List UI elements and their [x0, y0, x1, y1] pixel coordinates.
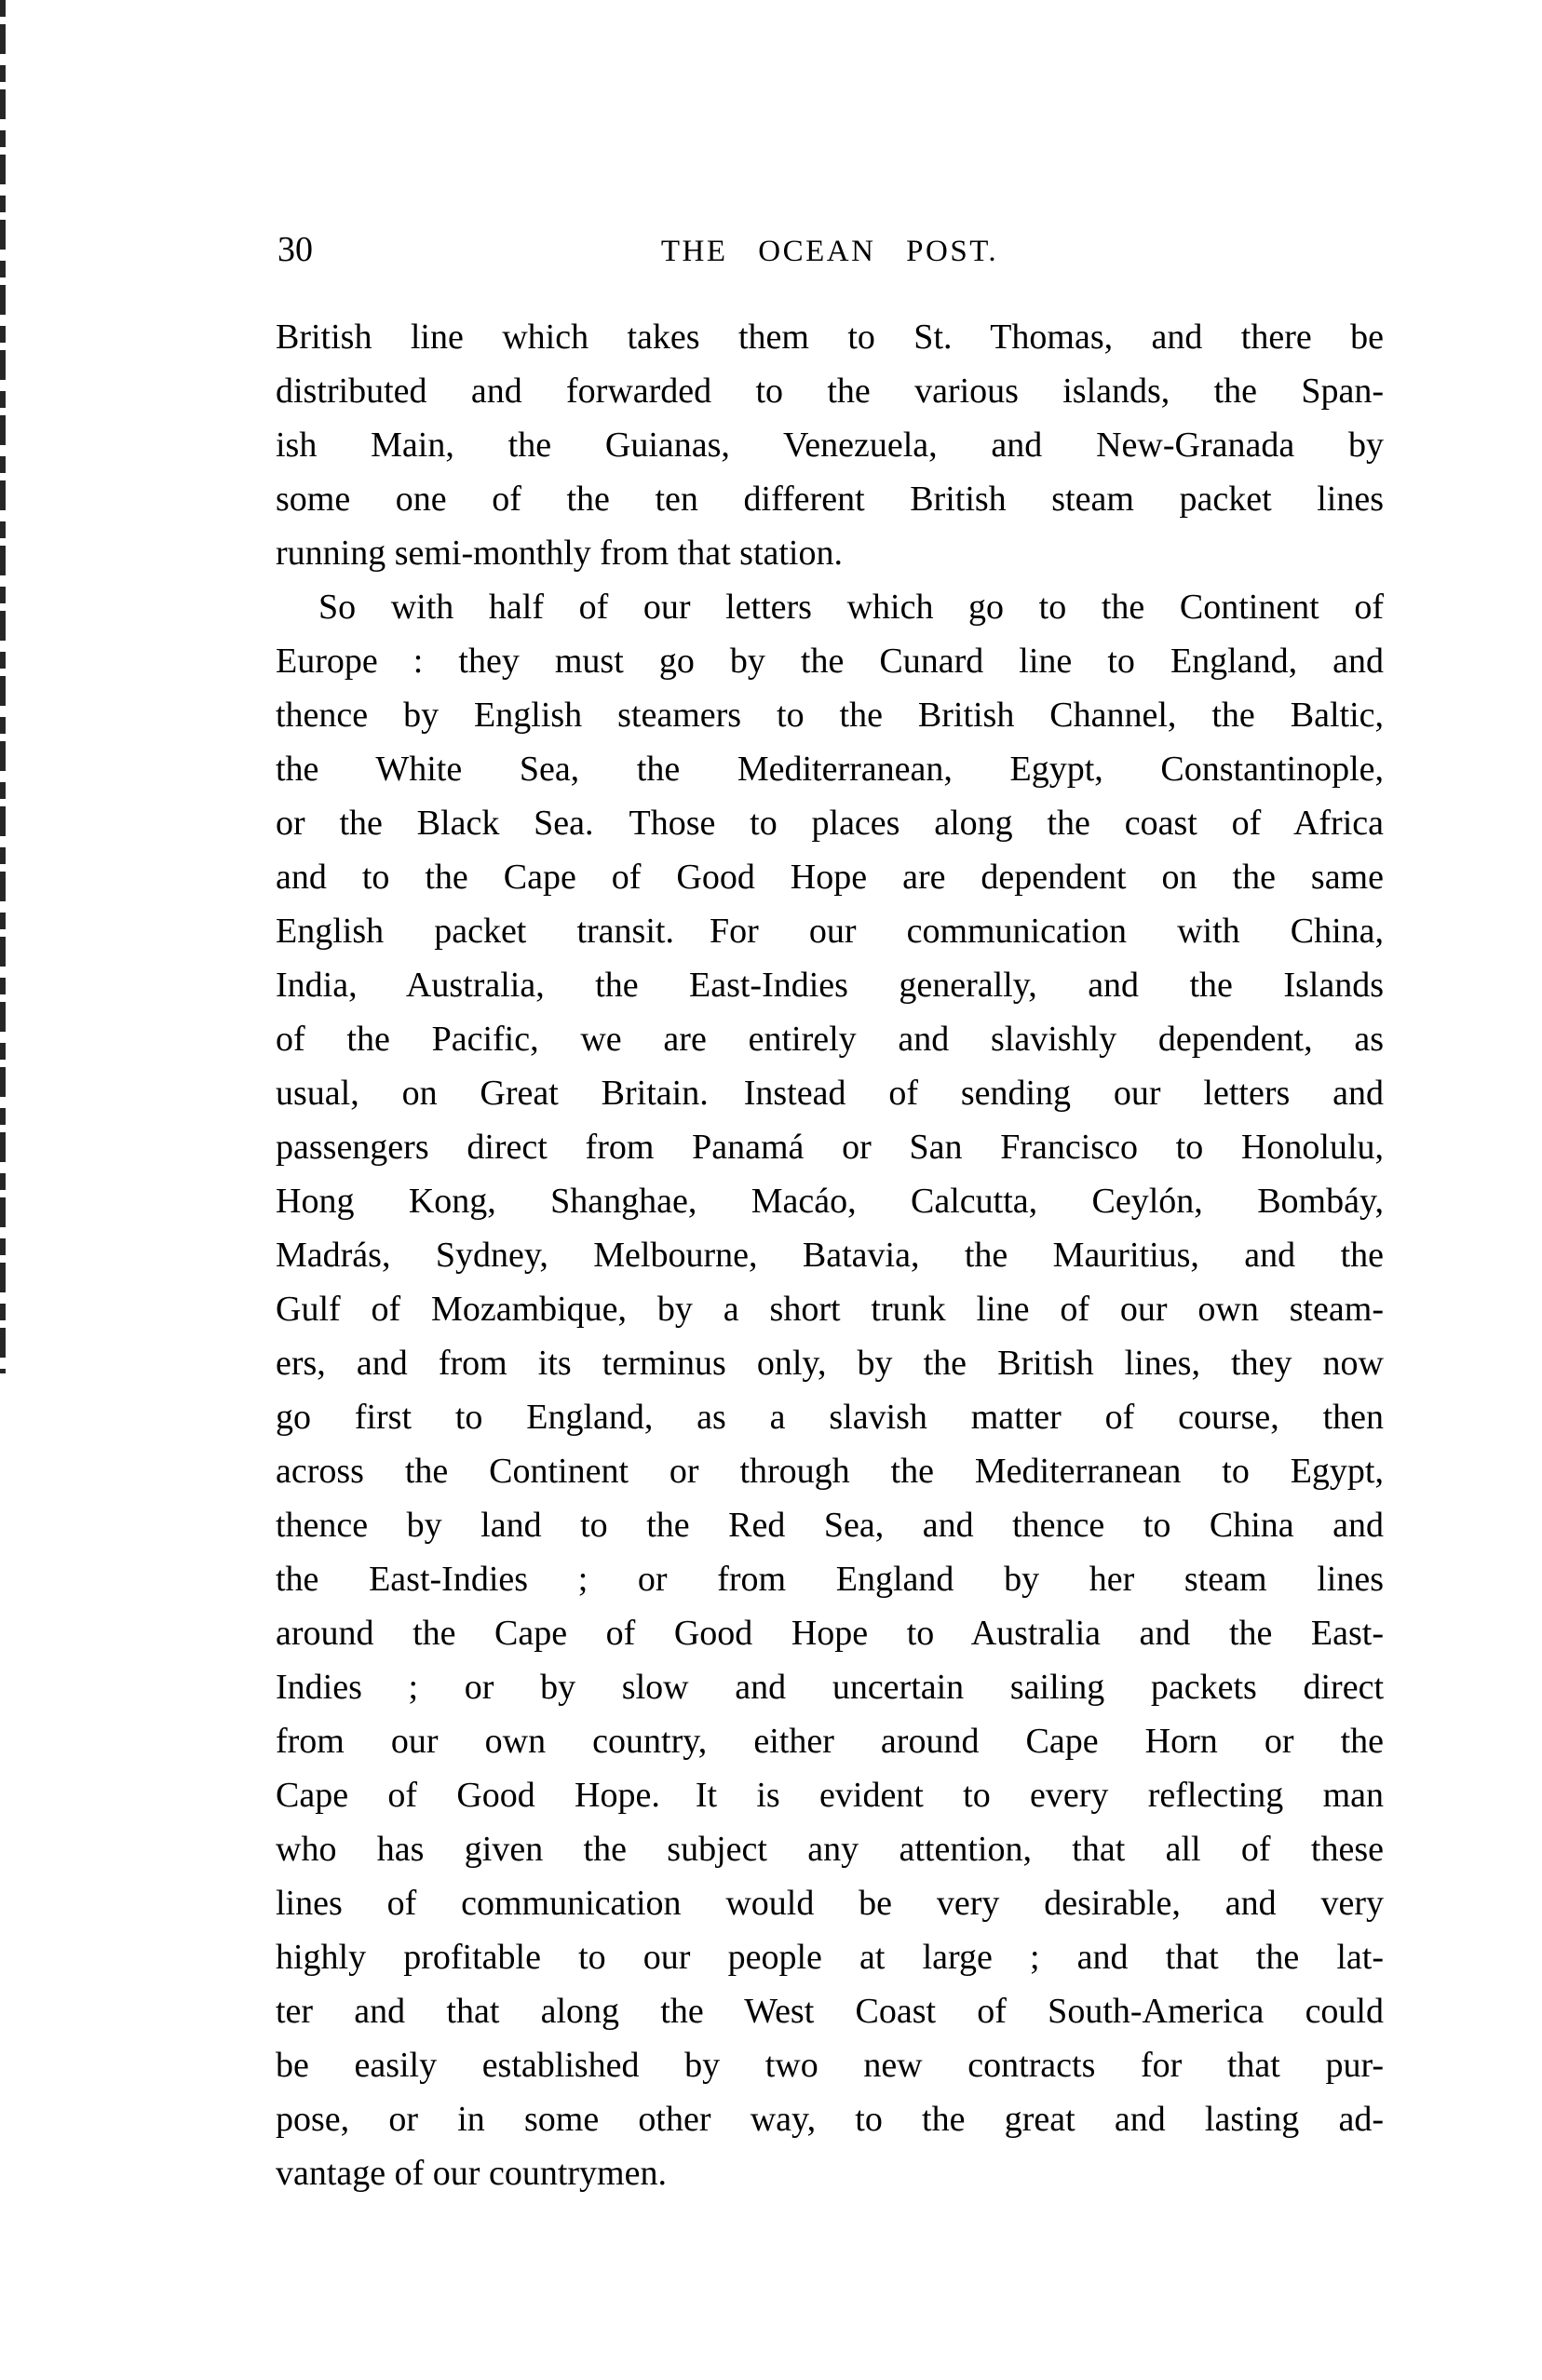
text-line: ers, and from its terminus only, by the British lines, they now	[276, 1344, 1384, 1383]
text-line: distributed and forwarded to the various islands, the Span-	[276, 372, 1384, 411]
text-line: India, Australia, the East-Indies generally, and the Islands	[276, 966, 1384, 1005]
text-line: English packet transit. For our communication with China,	[276, 912, 1384, 951]
page-number: 30	[277, 230, 313, 269]
text-line: thence by land to the Red Sea, and thence to China and	[276, 1506, 1384, 1545]
text-line: the White Sea, the Mediterranean, Egypt, Constantinople,	[276, 750, 1384, 789]
text-line: some one of the ten different British steam packet lines	[276, 480, 1384, 519]
text-line: ter and that along the West Coast of South-America could	[276, 1992, 1384, 2031]
text-line: or the Black Sea. Those to places along the coast of Africa	[276, 804, 1384, 843]
text-line: British line which takes them to St. Thomas, and there be	[276, 318, 1384, 357]
text-line: of the Pacific, we are entirely and slavishly dependent, as	[276, 1020, 1384, 1059]
text-line: passengers direct from Panamá or San Francisco to Honolulu,	[276, 1128, 1384, 1167]
text-line: Madrás, Sydney, Melbourne, Batavia, the Mauritius, and the	[276, 1236, 1384, 1275]
text-line: be easily established by two new contracts for that pur-	[276, 2046, 1384, 2085]
text-line: Hong Kong, Shanghae, Macáo, Calcutta, Ceylón, Bombáy,	[276, 1182, 1384, 1221]
text-line: ish Main, the Guianas, Venezuela, and New-Granada by	[276, 426, 1384, 465]
text-line: So with half of our letters which go to the Continent of	[318, 588, 1384, 627]
text-line: running semi-monthly from that station.	[276, 534, 843, 573]
text-line: Cape of Good Hope. It is evident to every reflecting man	[276, 1776, 1384, 1815]
text-line: lines of communication would be very desirable, and very	[276, 1884, 1384, 1923]
text-line: the East-Indies ; or from England by her steam lines	[276, 1560, 1384, 1599]
page-text-block	[276, 226, 1384, 2200]
text-line: who has given the subject any attention, that all of these	[276, 1830, 1384, 1869]
text-line: across the Continent or through the Mediterranean to Egypt,	[276, 1452, 1384, 1491]
text-line: pose, or in some other way, to the great and lasting ad-	[276, 2100, 1384, 2139]
body-text	[276, 310, 1384, 2200]
text-line: from our own country, either around Cape Horn or the	[276, 1722, 1384, 1761]
text-line: Europe : they must go by the Cunard line to England, and	[276, 642, 1384, 681]
scan-edge-artifact	[0, 0, 6, 1373]
text-line: highly profitable to our people at large ; and that the lat-	[276, 1938, 1384, 1977]
text-line: Indies ; or by slow and uncertain sailing packets direct	[276, 1668, 1384, 1707]
text-line: Gulf of Mozambique, by a short trunk line of our own steam-	[276, 1290, 1384, 1329]
text-line: around the Cape of Good Hope to Australia and the East-	[276, 1614, 1384, 1653]
text-line: and to the Cape of Good Hope are dependent on the same	[276, 858, 1384, 897]
text-line: go first to England, as a slavish matter of course, then	[276, 1398, 1384, 1437]
page-header	[276, 226, 1384, 273]
running-title: THE OCEAN POST.	[660, 235, 999, 268]
text-line: thence by English steamers to the British Channel, the Baltic,	[276, 696, 1384, 735]
text-line: usual, on Great Britain. Instead of sending our letters and	[276, 1074, 1384, 1113]
text-line: vantage of our countrymen.	[276, 2154, 667, 2193]
